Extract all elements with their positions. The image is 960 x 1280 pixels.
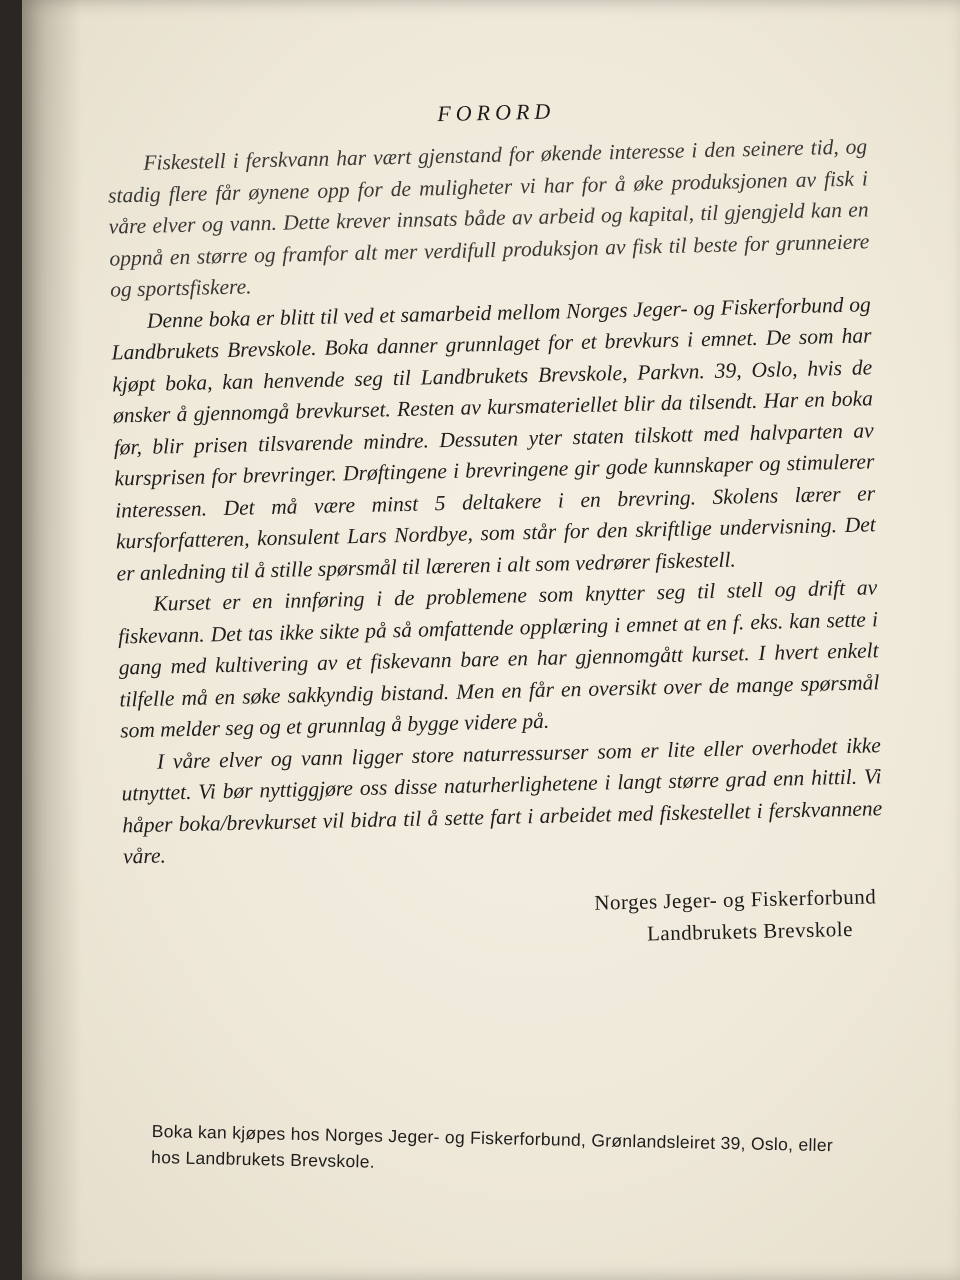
signature-org-1: Norges Jeger- og Fiskerforbund <box>594 883 877 915</box>
paragraph-2: Denne boka er blitt til ved et samarbeid mellom Norges Jeger- og Fiskerforbund og Landbrukets Brevskole. Boka danner grunnlaget for et brevkurs i emnet. De som har kjøpt boka, kan henvende seg til Landbrukets Brevskole, Parkvn. 39, Oslo, hvis de ønsker å gjennomgå brevkurset. Resten av kursmateriellet blir da tilsendt. Har en boka før, blir prisen tilsvarende mindre. Dessuten yter staten tilskott med halvparten av kursprisen for brevringer. Drøftingene i brevringene gir gode kunnskaper og stimulerer interessen. Det må være minst 5 deltakere i en brevring. Skolens lærer er kursforfatteren, konsulent Lars Nordbye, som står for den skriftlige undervisning. Det er anledning til å stille spørsmål til læreren i alt som vedrører fiskestell. <box>111 291 876 585</box>
signature-org-2: Landbrukets Brevskole <box>646 916 854 946</box>
signature-block <box>124 880 885 961</box>
book-page <box>22 0 960 1280</box>
paragraph-3: Kurset er en innføring i de problemene som knytter seg til stell og drift av fiskevann. Det tas ikke sikte på så omfattende opplæring i emnet at en f. eks. kan sette i gang med kultivering av et fiskevann bare en har gjennomgått kurset. I hvert enkelt tilfelle må en søke sakkyndig bistand. Men en får en oversikt over de mange spørsmål som melder seg og et grunnlag å bygge videre på. <box>117 575 880 743</box>
purchase-footnote: Boka kan kjøpes hos Norges Jeger- og Fiskerforbund, Grønlandsleiret 39, Oslo, eller hos Landbrukets Brevskole. <box>150 1120 834 1172</box>
page-gutter-shadow <box>22 0 82 1280</box>
paragraph-1: Fiskestell i ferskvann har vært gjenstand for økende interesse i den seinere tid, og stadig flere får øynene opp for de muligheter vi har for å øke produksjonen av fisk i våre elver og vann. Dette krever innsats både av arbeid og kapital, til gjengjeld kan en oppnå en større og framfor alt mer verdifull produksjon av fisk til beste for grunneiere og sportsfiskere. <box>107 134 870 302</box>
foreword-body <box>106 91 885 961</box>
paragraph-4: I våre elver og vann ligger store naturressurser som er lite eller overhodet ikke utnyttet. Vi bør nyttiggjøre oss disse naturherlighetene i langt større grad enn hittil. Vi håper boka/brevkurset vil bidra til å sette fart i arbeidet med fiskestellet i ferskvannene våre. <box>121 732 883 869</box>
page-title: FORORD <box>437 98 556 127</box>
